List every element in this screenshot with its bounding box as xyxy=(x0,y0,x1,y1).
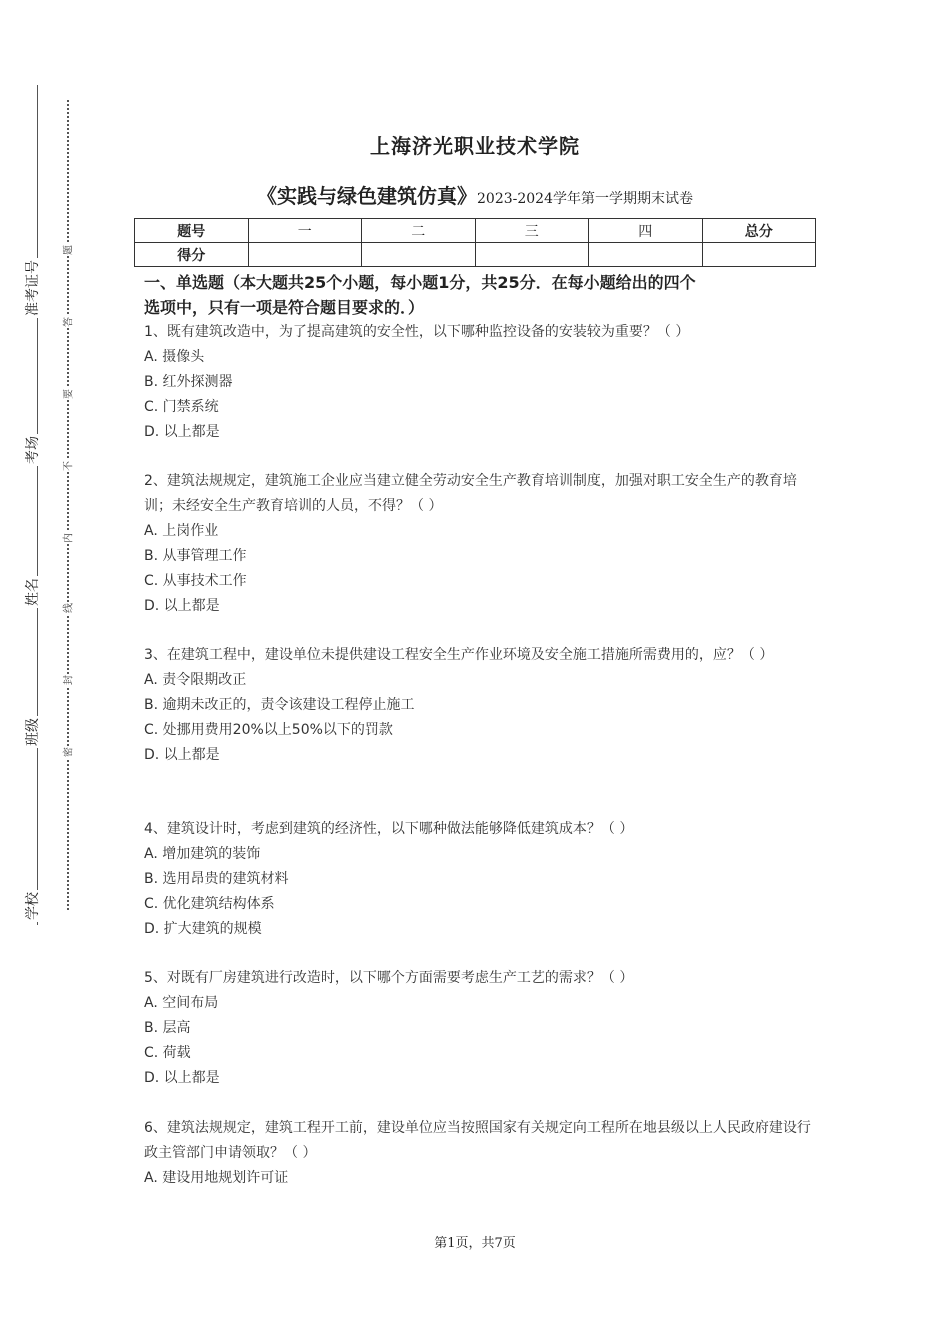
option-d: D. 扩大建筑的规模 xyxy=(144,921,262,937)
school-title: 上海济光职业技术学院 xyxy=(370,134,580,158)
course-name: 《实践与绿色建筑仿真》 xyxy=(257,184,477,208)
score-cell: 二 xyxy=(362,219,476,243)
question-3 xyxy=(144,643,824,768)
score-cell xyxy=(475,243,589,267)
option-a: A. 摄像头 xyxy=(144,349,205,365)
option-b: B. 层高 xyxy=(144,1020,191,1036)
question-5 xyxy=(144,966,824,1091)
score-table-header-row xyxy=(135,219,816,243)
section-heading-line: 选项中，只有一项是符合题目要求的．） xyxy=(144,298,425,317)
option-b: B. 逾期未改正的，责令该建设工程停止施工 xyxy=(144,697,415,713)
score-cell xyxy=(362,243,476,267)
seal-note: 封 xyxy=(60,674,75,686)
option-d: D. 以上都是 xyxy=(144,598,220,614)
score-table xyxy=(134,218,816,267)
score-cell xyxy=(589,243,703,267)
question-1 xyxy=(144,320,824,445)
option-a: A. 责令限期改正 xyxy=(144,672,247,688)
question-2 xyxy=(144,469,824,619)
option-d: D. 以上都是 xyxy=(144,747,220,763)
option-a: A. 增加建筑的装饰 xyxy=(144,846,261,862)
option-d: D. 以上都是 xyxy=(144,424,220,440)
question-stem: 4、建筑设计时，考虑到建筑的经济性，以下哪种做法能够降低建筑成本？（ ） xyxy=(144,821,634,837)
option-d: D. 以上都是 xyxy=(144,1070,220,1086)
exam-room-label: 考场 xyxy=(22,434,42,466)
binding-rule xyxy=(37,85,38,925)
seal-note: 内 xyxy=(60,532,75,544)
question-4 xyxy=(144,817,824,942)
option-a: A. 上岗作业 xyxy=(144,523,219,539)
option-c: C. 优化建筑结构体系 xyxy=(144,896,275,912)
exam-subtitle xyxy=(0,180,950,209)
option-c: C. 荷载 xyxy=(144,1045,191,1061)
seal-note: 题 xyxy=(60,244,75,256)
question-stem: 6、建筑法规规定，建筑工程开工前，建设单位应当按照国家有关规定向工程所在地县级以上人民政府建设行政主管部门申请领取？（ ） xyxy=(144,1120,811,1161)
option-b: B. 红外探测器 xyxy=(144,374,233,390)
page-number: 第1页，共7页 xyxy=(434,1236,516,1251)
question-stem: 2、建筑法规规定，建筑施工企业应当建立健全劳动安全生产教育培训制度，加强对职工安全生产的教育培训；未经安全生产教育培训的人员，不得？（ ） xyxy=(144,473,797,514)
score-cell xyxy=(248,243,362,267)
seal-note: 答 xyxy=(60,316,75,328)
question-stem: 3、在建筑工程中，建设单位未提供建设工程安全生产作业环境及安全施工措施所需费用的，应？（ ） xyxy=(144,647,774,663)
option-a: A. 建设用地规划许可证 xyxy=(144,1170,289,1186)
exam-id-label: 准考证号 xyxy=(22,258,42,318)
section-heading xyxy=(144,270,824,320)
score-table-score-row xyxy=(135,243,816,267)
name-label: 姓名 xyxy=(22,576,42,608)
option-c: C. 处挪用费用20%以上50%以下的罚款 xyxy=(144,722,393,738)
question-stem: 5、对既有厂房建筑进行改造时，以下哪个方面需要考虑生产工艺的需求？（ ） xyxy=(144,970,634,986)
class-label: 班级 xyxy=(22,716,42,748)
school-label: 学校 xyxy=(22,890,42,922)
seal-note: 密 xyxy=(60,746,75,758)
seal-note: 不 xyxy=(60,460,75,472)
score-cell: 总分 xyxy=(702,219,816,243)
seal-dotted-line xyxy=(67,100,69,910)
question-6 xyxy=(144,1116,824,1191)
score-cell: 一 xyxy=(248,219,362,243)
question-stem: 1、既有建筑改造中，为了提高建筑的安全性，以下哪种监控设备的安装较为重要？（ ） xyxy=(144,324,690,340)
score-cell xyxy=(702,243,816,267)
section-heading-line: 一、单选题（本大题共25个小题，每小题1分，共25分．在每小题给出的四个 xyxy=(144,273,696,292)
score-cell: 题号 xyxy=(135,219,249,243)
term-text: 2023-2024学年第一学期期末试卷 xyxy=(477,191,693,207)
option-b: B. 选用昂贵的建筑材料 xyxy=(144,871,289,887)
option-b: B. 从事管理工作 xyxy=(144,548,247,564)
score-cell: 得分 xyxy=(135,243,249,267)
score-cell: 四 xyxy=(589,219,703,243)
option-a: A. 空间布局 xyxy=(144,995,219,1011)
option-c: C. 门禁系统 xyxy=(144,399,219,415)
option-c: C. 从事技术工作 xyxy=(144,573,247,589)
seal-note: 线 xyxy=(60,602,75,614)
seal-note: 要 xyxy=(60,388,75,400)
score-cell: 三 xyxy=(475,219,589,243)
